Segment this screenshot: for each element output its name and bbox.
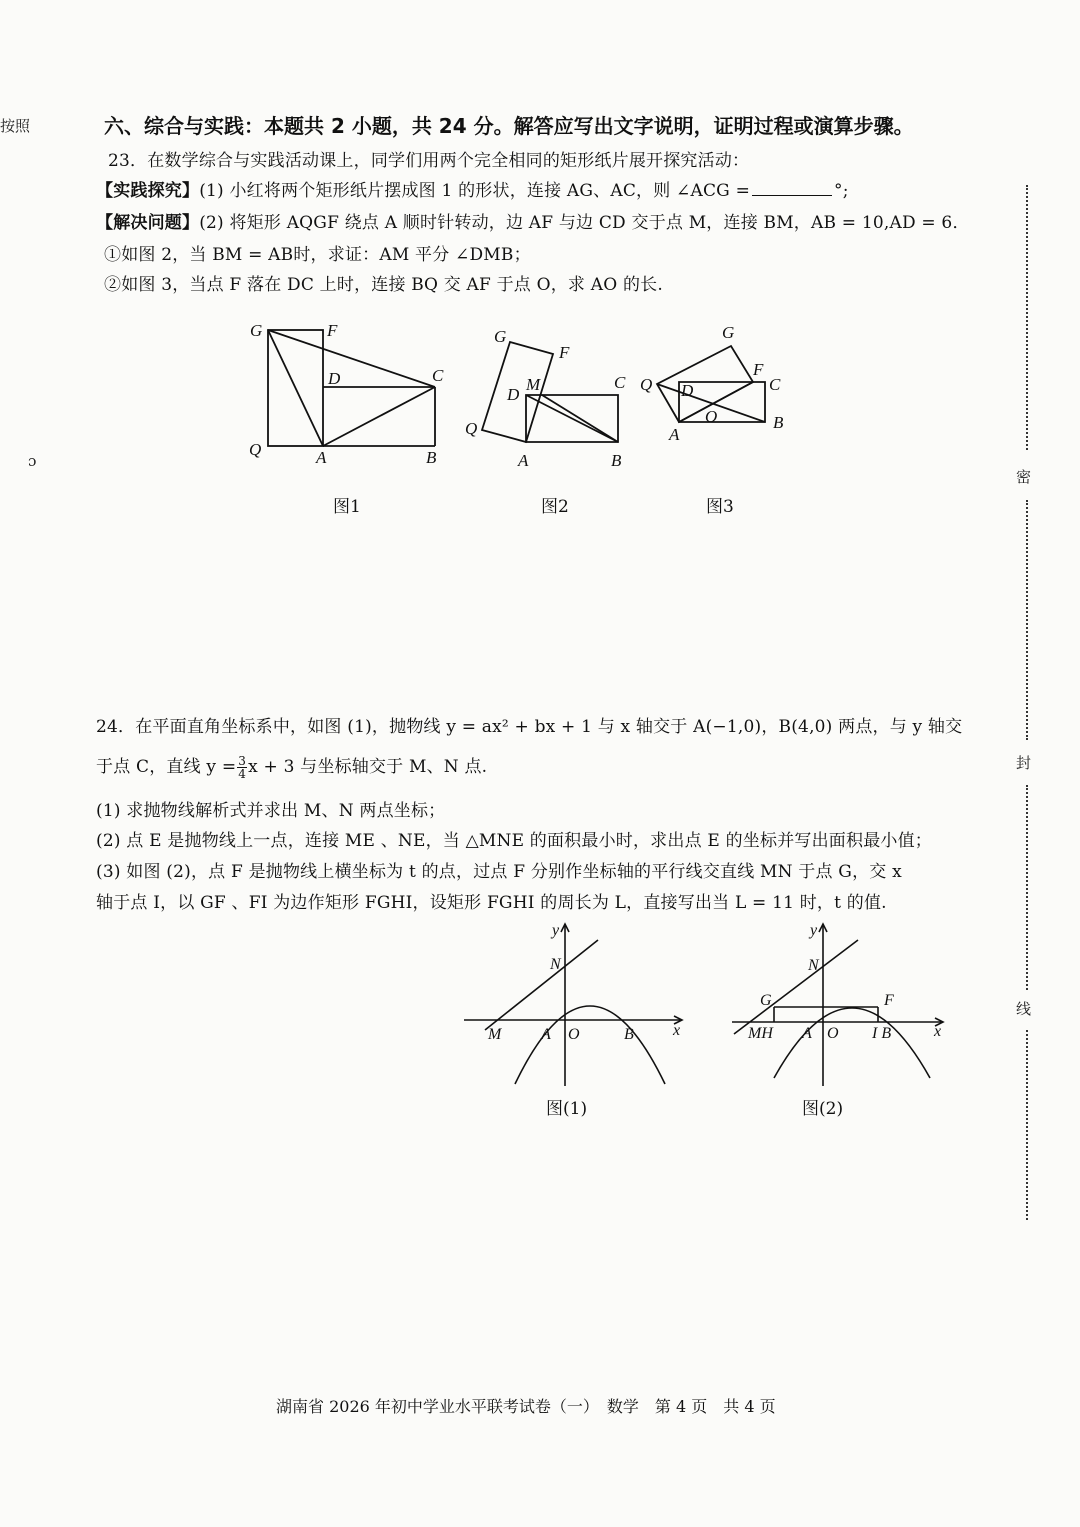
fig3-label-D: D	[681, 381, 694, 400]
graph2-label-A: A	[802, 1025, 812, 1042]
fig2-label-C: C	[614, 373, 626, 392]
q24-p3b: 轴于点 I，以 GF 、FI 为边作矩形 FGHI，设矩形 FGHI 的周长为 L，直接写出当 L = 11 时，t 的值.	[96, 893, 887, 913]
fig1-label-C: C	[432, 366, 444, 385]
q24-line1: 24．在平面直角坐标系中，如图 (1)，抛物线 y = ax² + bx + 1 与 x 轴交于 A(−1,0)，B(4,0) 两点，与 y 轴交	[96, 717, 963, 737]
q23-part1	[96, 176, 849, 201]
fig2-label-A: A	[518, 451, 529, 470]
q23-part1-tag: 【实践探究】	[96, 181, 200, 201]
binding-label-feng: 封	[1016, 754, 1032, 772]
figure-1-caption: 图1	[333, 497, 361, 517]
graph2-label-MH: MH	[748, 1025, 773, 1042]
fig1-label-F: F	[327, 321, 338, 340]
page-footer: 湖南省 2026 年初中学业水平联考试卷（一） 数学 第 4 页 共 4 页	[276, 1397, 776, 1416]
slope-numerator: 3	[238, 754, 247, 768]
fig3-label-A: A	[669, 425, 680, 444]
fig1-label-A: A	[316, 448, 327, 467]
q23-part2	[96, 208, 970, 233]
fig3-label-F: F	[753, 360, 764, 379]
figure-2	[460, 320, 640, 480]
graph1-label-A: A	[541, 1026, 551, 1043]
fig2-label-D: D	[507, 385, 520, 404]
fig1-label-B: B	[426, 448, 437, 467]
fig3-label-Q: Q	[640, 375, 653, 394]
q24-p3a: (3) 如图 (2)，点 F 是抛物线上横坐标为 t 的点，过点 F 分别作坐标轴的平行线交直线 MN 于点 G，交 x	[96, 862, 902, 882]
q23-part1-text: (1) 小红将两个矩形纸片摆成图 1 的形状，连接 AG、AC，则 ∠ACG =	[199, 181, 751, 201]
section-heading: 六、综合与实践：本题共 2 小题，共 24 分。解答应写出文字说明，证明过程或演算步骤。	[104, 114, 914, 138]
q23-sub1: ①如图 2，当 BM = AB时，求证：AM 平分 ∠DMB；	[104, 245, 531, 265]
fig3-label-B: B	[773, 413, 784, 432]
slope-denominator: 4	[238, 767, 247, 781]
fig2-label-B: B	[611, 451, 622, 470]
q23-sub2: ②如图 3，当点 F 落在 DC 上时，连接 BQ 交 AF 于点 O，求 AO 的长.	[104, 275, 663, 295]
binding-label-xian: 线	[1016, 1000, 1032, 1018]
fig2-label-G: G	[494, 327, 507, 346]
graph2-label-N: N	[808, 957, 819, 974]
fig2-label-F: F	[559, 343, 570, 362]
graph1-label-N: N	[550, 956, 561, 973]
side-note: 按照	[0, 117, 31, 135]
graph2-label-y: y	[810, 922, 818, 939]
figure-3	[635, 318, 795, 458]
side-mark: ɔ	[28, 452, 37, 470]
graph-1	[460, 918, 690, 1088]
q23-part2-text: (2) 将矩形 AQGF 绕点 A 顺时针转动，边 AF 与边 CD 交于点 M，连接 BM，AB = 10,AD = 6．	[199, 213, 970, 233]
q24-p2: (2) 点 E 是抛物线上一点，连接 ME 、NE，当 △MNE 的面积最小时，求出点 E 的坐标并写出面积最小值；	[96, 831, 932, 851]
fig2-label-M: M	[526, 375, 541, 394]
binding-label-mi: 密	[1016, 468, 1032, 486]
graph1-label-O: O	[568, 1026, 580, 1043]
answer-blank[interactable]	[752, 181, 832, 196]
fig1-label-Q: Q	[249, 440, 262, 459]
fig3-label-C: C	[769, 375, 781, 394]
graph2-label-x: x	[934, 1023, 942, 1040]
fig1-label-G: G	[250, 321, 263, 340]
graph1-label-y: y	[552, 922, 560, 939]
q23-part2-tag: 【解决问题】	[96, 213, 200, 233]
slope-fraction	[237, 755, 247, 780]
graph2-label-F: F	[884, 992, 894, 1009]
q24-line2-pre: 于点 C，直线 y =	[96, 757, 237, 777]
figure-2-caption: 图2	[541, 497, 569, 517]
graph2-label-IB: I B	[872, 1025, 892, 1042]
fig3-label-O: O	[705, 407, 718, 426]
q23-part1-end: °;	[834, 181, 849, 201]
q24-p1: (1) 求抛物线解析式并求出 M、N 两点坐标；	[96, 801, 446, 821]
graph2-label-G: G	[760, 992, 772, 1009]
figure-3-caption: 图3	[706, 497, 734, 517]
graph-2-caption: 图(2)	[802, 1099, 844, 1119]
graph2-label-O: O	[827, 1025, 839, 1042]
graph1-label-B: B	[624, 1026, 634, 1043]
q23-intro: 23．在数学综合与实践活动课上，同学们用两个完全相同的矩形纸片展开探究活动：	[108, 151, 750, 171]
graph-2	[728, 918, 953, 1088]
fig2-label-Q: Q	[465, 419, 478, 438]
fig1-label-D: D	[328, 369, 341, 388]
fig3-label-G: G	[722, 323, 735, 342]
q24-line2	[96, 752, 487, 780]
graph1-label-M: M	[488, 1026, 502, 1043]
q24-line2-post: x + 3 与坐标轴交于 M、N 点.	[248, 757, 488, 777]
graph-1-caption: 图(1)	[546, 1099, 588, 1119]
graph1-label-x: x	[673, 1022, 681, 1039]
figure-1	[240, 315, 460, 475]
